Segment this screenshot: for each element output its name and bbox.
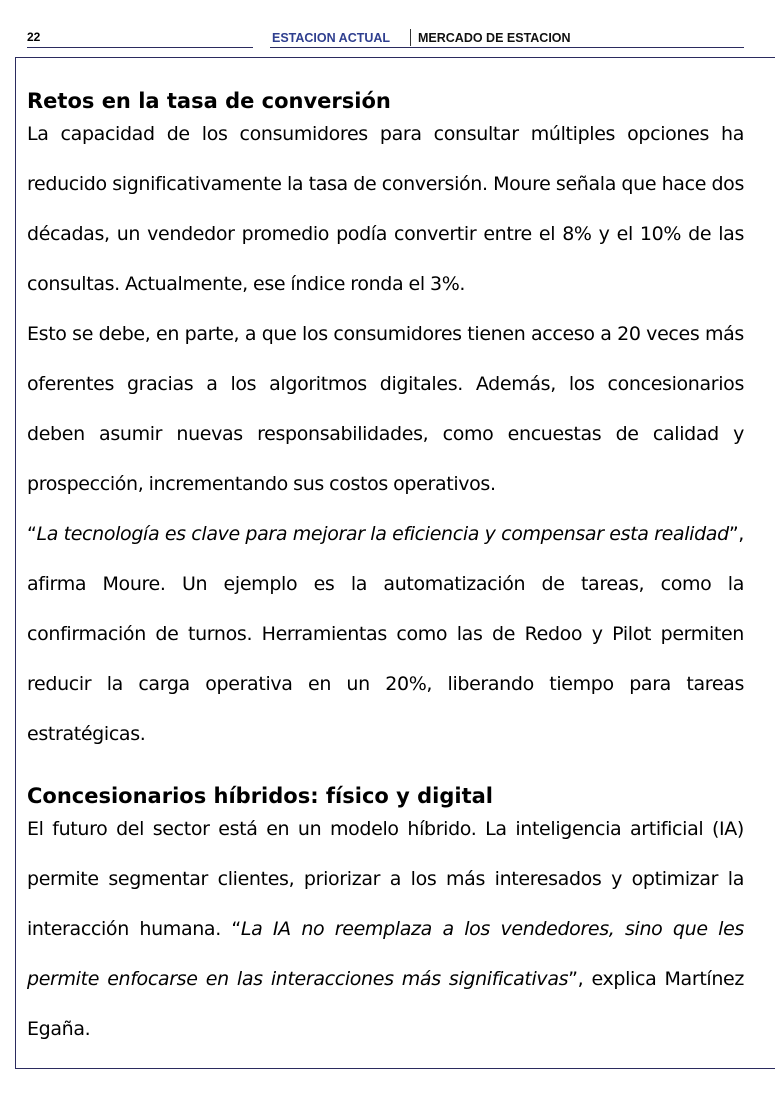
paragraph-4-start: El futuro del sector está en un modelo híbrido. La inteligencia artificial (IA) permite segmentar clientes, priorizar a los más interesados y optimizar la interacción humana. “ — [27, 818, 744, 940]
open-quote: “ — [27, 523, 37, 545]
paragraph-4 — [27, 804, 744, 1054]
paragraph-4-end: ”, explica Martínez Egaña. — [27, 968, 744, 1040]
header-rule-right — [270, 47, 744, 48]
header-section-title: ESTACION ACTUAL — [272, 31, 391, 45]
page-number: 22 — [27, 30, 41, 44]
paragraph-1: La capacidad de los consumidores para consultar múltiples opciones ha reducido significativamente la tasa de conversión. Moure señala que hace dos décadas, un vendedor promedio podía convertir entre el 8% y el 10% de las consultas. Actualmente, ese índice ronda el 3%. — [27, 123, 744, 295]
section-heading-hybrid: Concesionarios híbridos: físico y digital — [27, 784, 494, 808]
paragraph-2: Esto se debe, en parte, a que los consumidores tienen acceso a 20 veces más oferentes gracias a los algoritmos digitales. Además, los concesionarios deben asumir nuevas responsabilidades, como encuestas de calidad y prospección, incrementando sus costos operativos. — [27, 323, 744, 495]
article-body — [27, 84, 744, 1054]
quote-moure: La tecnología es clave para mejorar la eficiencia y compensar esta realidad — [36, 523, 729, 545]
header-separator — [410, 29, 411, 46]
paragraph-3-rest: ”, afirma Moure. Un ejemplo es la automatización de tareas, como la confirmación de turnos. Herramientas como las de Redoo y Pilot permiten reducir la carga operativa en un 20%, liberando tiempo para tareas estratégicas. — [27, 523, 744, 745]
quote-martinez: La IA no reemplaza a los vendedores, sino que les permite enfocarse en las interacciones más significativas — [27, 918, 744, 990]
section-heading-conversion: Retos en la tasa de conversión — [27, 89, 391, 113]
paragraph-3 — [27, 509, 744, 759]
header-rule-left — [27, 47, 253, 48]
header-subsection-title: MERCADO DE ESTACION — [418, 31, 571, 45]
